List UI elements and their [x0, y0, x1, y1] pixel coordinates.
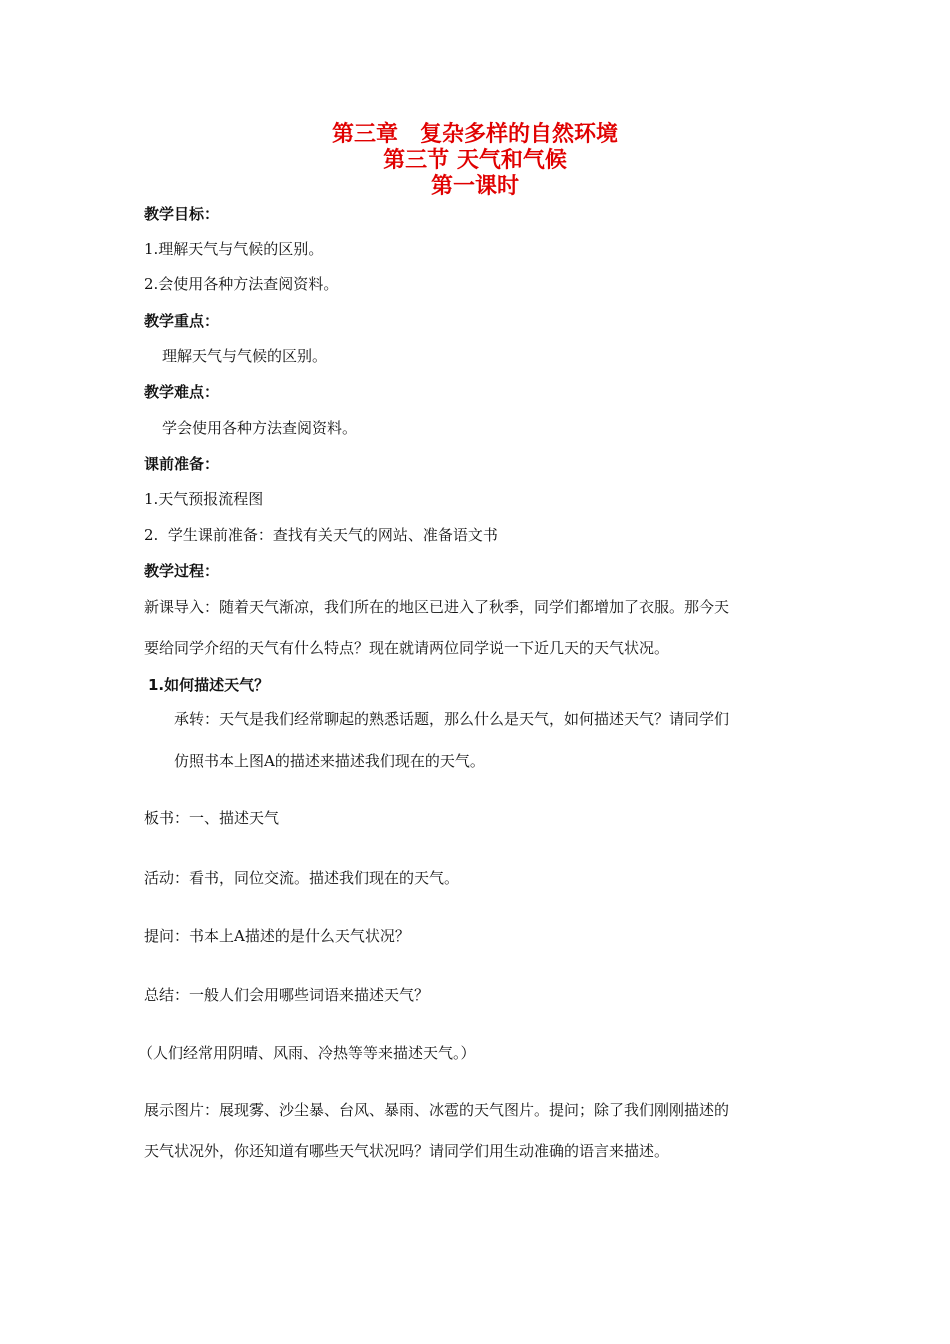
objectives-heading: 教学目标： [144, 205, 220, 223]
key-point-text: 理解天气与气候的区别。 [162, 347, 328, 365]
section-title: 第三节 天气和气候 [383, 148, 567, 173]
difficulty-heading: 教学难点： [144, 383, 220, 401]
show-line-1: 展示图片：展现雾、沙尘暴、台风、暴雨、冰雹的天气图片。提问；除了我们刚刚描述的 [144, 1101, 730, 1119]
transition-line-2: 仿照书本上图A的描述来描述我们现在的天气。 [174, 752, 485, 770]
chapter-title: 第三章 复杂多样的自然环境 [331, 122, 618, 147]
difficulty-text: 学会使用各种方法查阅资料。 [162, 419, 358, 437]
show-line-2: 天气状况外，你还知道有哪些天气状况吗？请同学们用生动准确的语言来描述。 [144, 1142, 670, 1160]
intro-line-2: 要给同学介绍的天气有什么特点？现在就请两位同学说一下近几天的天气状况。 [144, 639, 670, 657]
preparation-item-1: 1.天气预报流程图 [144, 490, 264, 508]
question-note: 提问：书本上A描述的是什么天气状况？ [144, 927, 410, 945]
transition-line-1: 承转：天气是我们经常聊起的熟悉话题，那么什么是天气，如何描述天气？请同学们 [174, 710, 730, 728]
intro-line-1: 新课导入：随着天气渐凉，我们所在的地区已进入了秋季，同学们都增加了衣服。那今天 [144, 598, 730, 616]
subheading-describe-weather: 1.如何描述天气？ [148, 676, 270, 694]
answer-note: （人们经常用阴晴、风雨、冷热等等来描述天气。） [138, 1044, 476, 1062]
board-note: 板书：一、描述天气 [144, 809, 280, 827]
key-point-heading: 教学重点： [144, 312, 220, 330]
preparation-heading: 课前准备： [144, 455, 220, 473]
lesson-title: 第一课时 [430, 174, 519, 199]
preparation-item-2: 2. 学生课前准备：查找有关天气的网站、准备语文书 [144, 526, 498, 544]
activity-note: 活动：看书，同位交流。描述我们现在的天气。 [144, 869, 460, 887]
objective-item-2: 2.会使用各种方法查阅资料。 [144, 275, 339, 293]
summary-note: 总结：一般人们会用哪些词语来描述天气？ [144, 986, 430, 1004]
objective-item-1: 1.理解天气与气候的区别。 [144, 240, 324, 258]
process-heading: 教学过程： [144, 562, 220, 580]
